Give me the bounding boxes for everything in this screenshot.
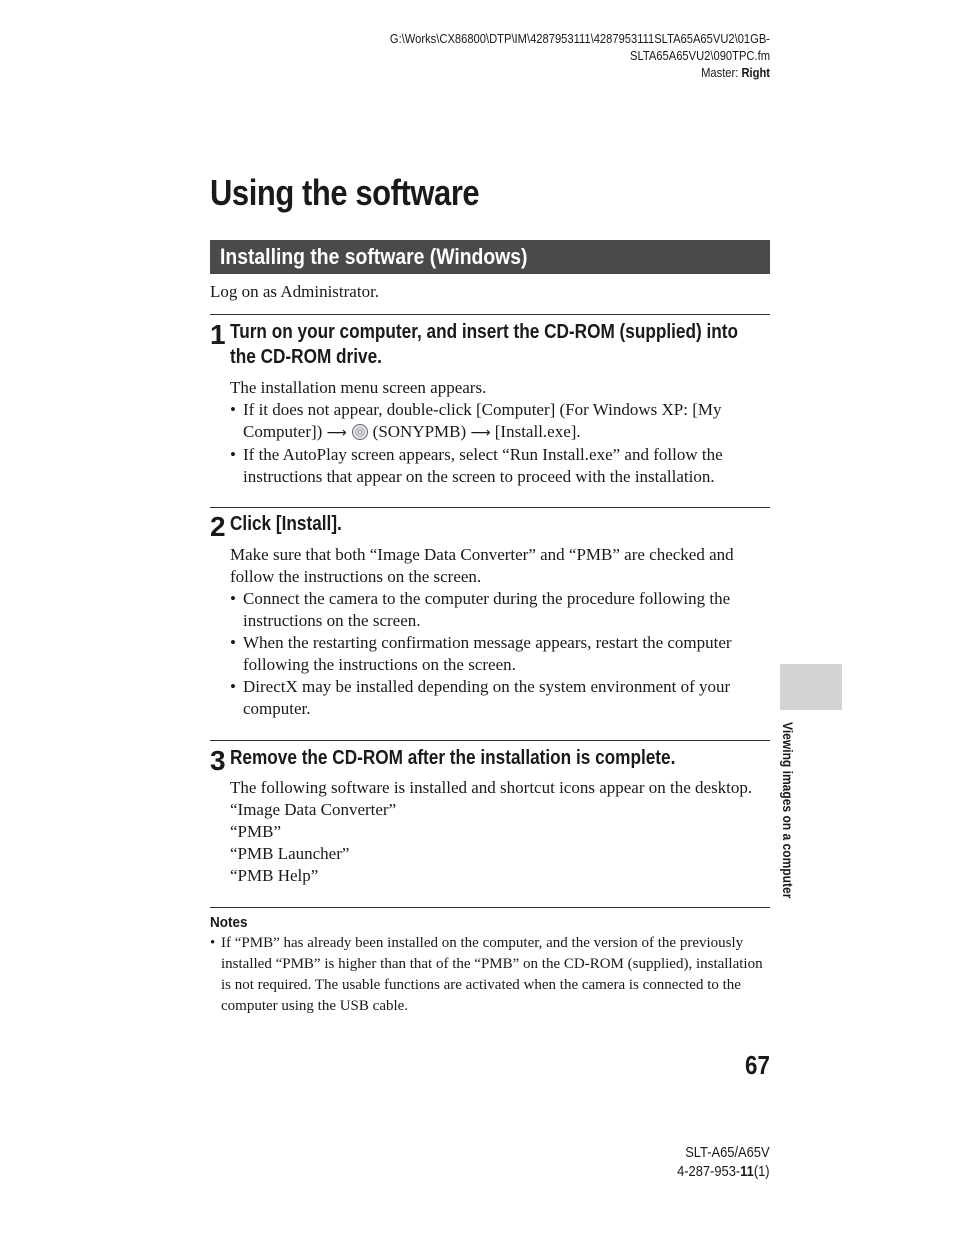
step-2-number: 2 [210,511,226,542]
footer-code-suffix: (1) [754,1163,770,1180]
page-number: 67 [745,1050,770,1080]
file-path-line-2: SLTA65A65VU2\090TPC.fm [629,48,770,63]
step-3-body [230,777,790,887]
notes-list [210,933,765,1017]
footer-code-prefix: 4-287-953- [677,1163,741,1180]
step-3-number: 3 [210,745,226,776]
step-3-text: The following software is installed and shortcut icons appear on the desktop. [230,778,753,797]
notes-title: Notes [210,914,248,931]
intro-text: Log on as Administrator. [210,282,380,301]
step-3-title: Remove the CD-ROM after the installation is complete. [230,747,676,769]
software-item-1: “Image Data Converter” [230,800,397,819]
step-1-bullets [230,399,775,488]
software-item-2: “PMB” [230,822,281,841]
master-line [390,64,770,81]
footer-code-bold: 11 [740,1163,755,1180]
master-label: Master: [701,65,742,80]
bullet-text: (SONYPMB) [372,422,467,441]
page-title: Using the software [210,172,480,213]
divider-step-2 [210,507,770,508]
step-2-bullet-3: • DirectX may be installed depending on the system environment of your computer. [230,676,775,720]
section-heading: Installing the software (Windows) [220,244,528,269]
file-path-line-1: G:\Works\CX86800\DTP\IM\4287953111\4287953111SLTA65A65VU2\01GB- [389,31,770,46]
bullet-text: If it does not appear, double-click [Computer] (For Windows XP: [My Computer]) [243,400,722,441]
chapter-side-label [780,722,800,952]
software-item-4: “PMB Help” [230,866,319,885]
step-1-body [230,377,775,488]
step-2-bullet-2: • When the restarting confirmation message appears, restart the computer following the instructions on the screen. [230,632,775,676]
footer-model: SLT-A65/A65V [685,1144,770,1161]
step-2-bullet-1: • Connect the camera to the computer during the procedure following the instructions on the screen. [230,588,775,632]
step-1-number: 1 [210,319,226,350]
section-heading-bar [210,240,770,274]
bullet-text: [Install.exe]. [494,422,581,441]
divider-notes [210,907,770,908]
step-2-bullets [230,588,775,720]
step-1-text: The installation menu screen appears. [230,378,487,397]
footer-code [677,1162,770,1181]
arrow-icon: ⟶ [470,425,491,441]
divider-step-1 [210,314,770,315]
file-path-header [390,30,770,81]
software-item-3: “PMB Launcher” [230,844,350,863]
step-2-body [230,544,775,720]
step-1-bullet-2: • If the AutoPlay screen appears, select “Run Install.exe” and follow the instructions that appear on the screen to proceed with the installation. [230,444,775,488]
divider-step-3 [210,740,770,741]
step-1-bullet-1 [230,399,775,444]
step-2-title: Click [Install]. [230,513,342,535]
step-1-title: Turn on your computer, and insert the CD-ROM (supplied) into the CD-ROM drive. [230,321,739,368]
step-2-text: Make sure that both “Image Data Converter” and “PMB” are checked and follow the instructions on the screen. [230,545,734,586]
note-item-1: • If “PMB” has already been installed on the computer, and the version of the previously installed “PMB” is higher than that of the “PMB” on the CD-ROM (supplied), installation is not required. The usable functions are activated when the camera is connected to the computer using the USB cable. [210,933,765,1017]
footer [677,1143,770,1181]
chapter-tab [780,664,842,710]
master-value: Right [741,65,770,80]
cd-rom-icon [351,423,369,441]
arrow-icon: ⟶ [326,425,347,441]
chapter-side-label-text: Viewing images on a computer [780,722,796,899]
